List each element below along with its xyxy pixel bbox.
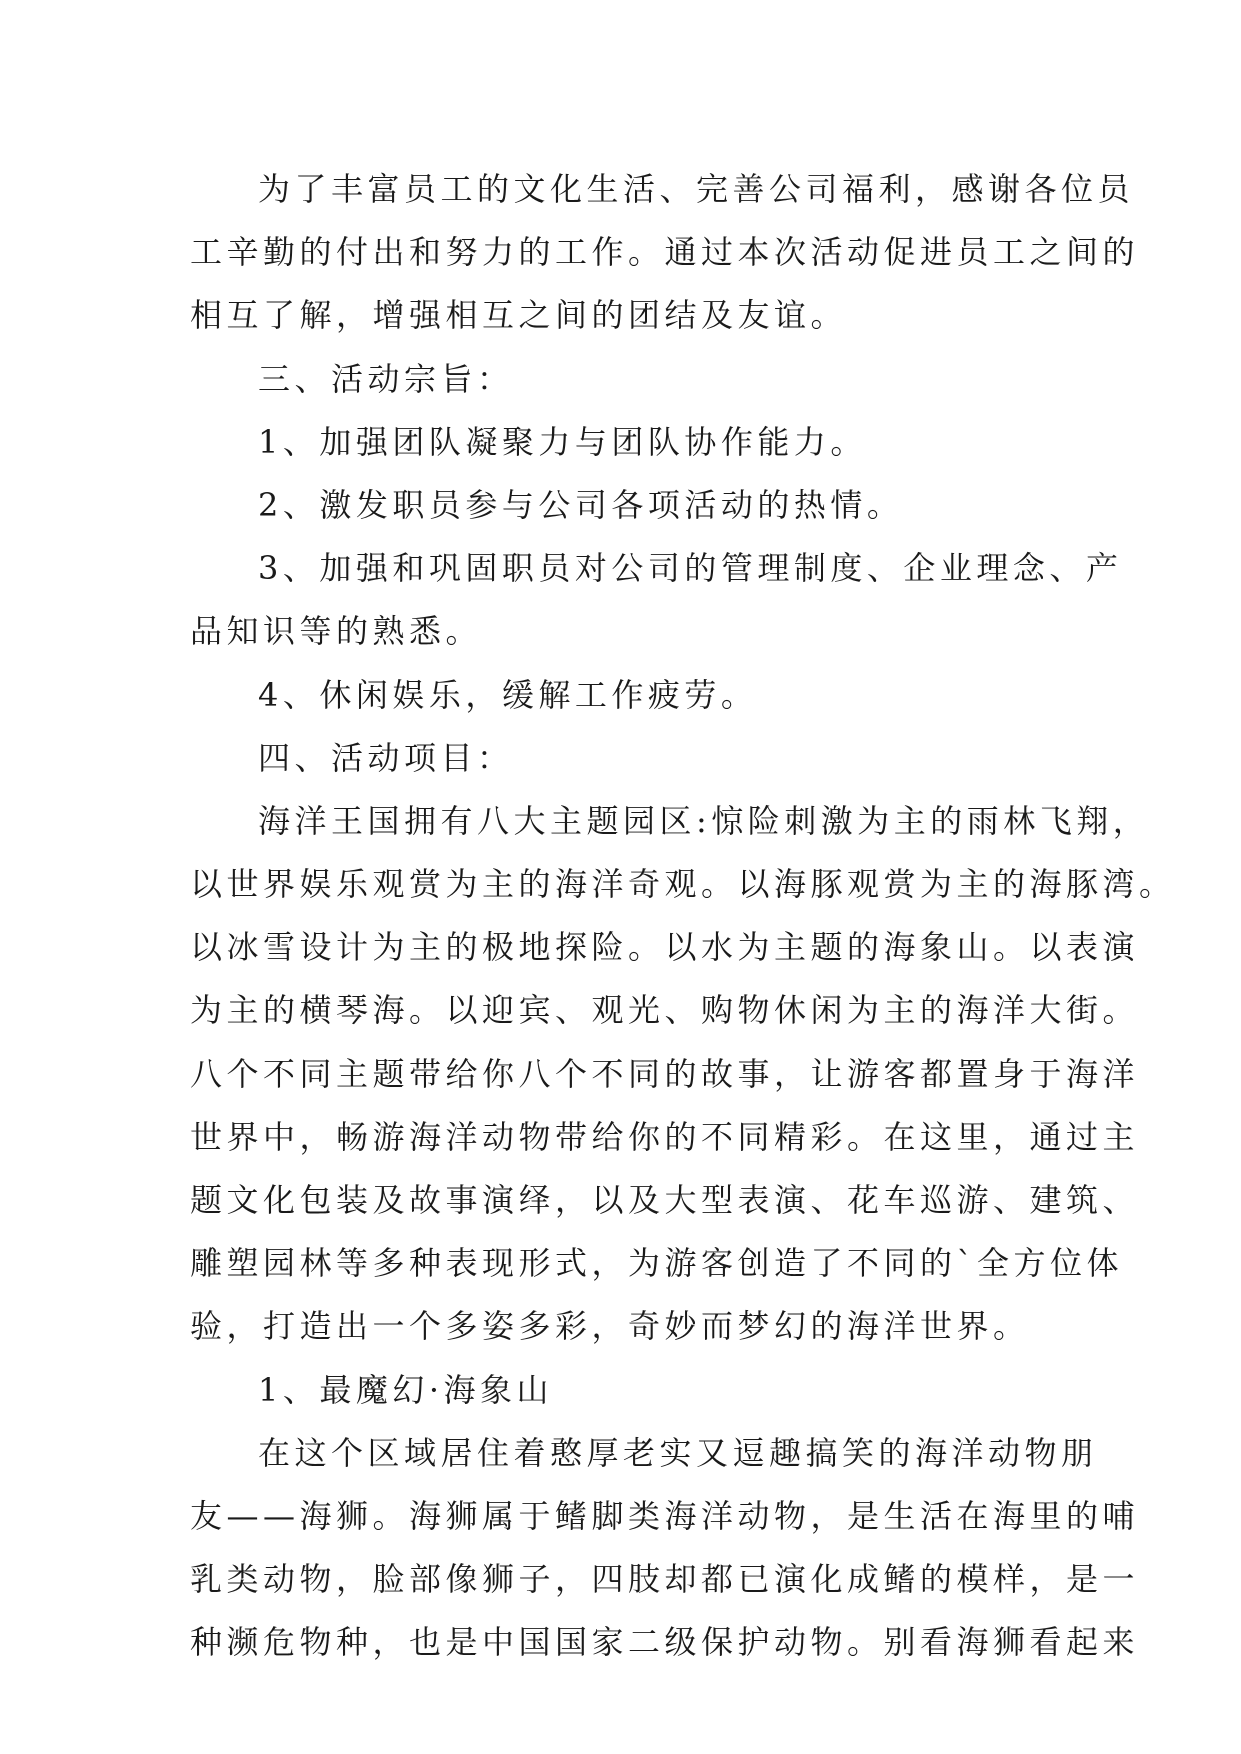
text-line: 相互了解，增强相互之间的团结及友谊。 bbox=[190, 296, 848, 335]
text-line: 为主的横琴海。以迎宾、观光、购物休闲为主的海洋大街。 bbox=[190, 991, 1140, 1030]
text-line: 雕塑园林等多种表现形式，为游客创造了不同的`全方位体 bbox=[190, 1244, 1124, 1283]
text-line: 三、活动宗旨： bbox=[258, 359, 514, 398]
text-line: 在这个区域居住着憨厚老实又逗趣搞笑的海洋动物朋 bbox=[258, 1433, 1098, 1472]
text-line: 种濒危物种，也是中国国家二级保护动物。别看海狮看起来 bbox=[190, 1623, 1140, 1662]
text-line: 2、激发职员参与公司各项活动的热情。 bbox=[258, 485, 904, 524]
text-line: 友——海狮。海狮属于鳍脚类海洋动物，是生活在海里的哺 bbox=[190, 1496, 1140, 1535]
text-line: 乳类动物，脸部像狮子，四肢却都已演化成鳍的模样，是一 bbox=[190, 1560, 1140, 1599]
document-body bbox=[190, 158, 1176, 1675]
text-line: 世界中，畅游海洋动物带给你的不同精彩。在这里，通过主 bbox=[190, 1117, 1140, 1156]
text-line: 以世界娱乐观赏为主的海洋奇观。以海豚观赏为主的海豚湾。 bbox=[190, 865, 1176, 904]
text-line: 工辛勤的付出和努力的工作。通过本次活动促进员工之间的 bbox=[190, 233, 1140, 272]
text-line: 为了丰富员工的文化生活、完善公司福利，感谢各位员 bbox=[258, 170, 1135, 208]
text-line: 4、休闲娱乐，缓解工作疲劳。 bbox=[258, 675, 758, 714]
text-line: 题文化包装及故事演绎，以及大型表演、花车巡游、建筑、 bbox=[190, 1181, 1140, 1219]
text-line: 1、最魔幻·海象山 bbox=[258, 1370, 554, 1409]
text-line: 3、加强和巩固职员对公司的管理制度、企业理念、产 bbox=[258, 549, 1123, 588]
text-line: 四、活动项目： bbox=[258, 738, 514, 777]
text-line: 以冰雪设计为主的极地探险。以水为主题的海象山。以表演 bbox=[190, 928, 1140, 967]
text-line: 1、加强团队凝聚力与团队协作能力。 bbox=[258, 422, 867, 461]
text-line: 品知识等的熟悉。 bbox=[190, 612, 483, 651]
text-line: 验，打造出一个多姿多彩，奇妙而梦幻的海洋世界。 bbox=[190, 1307, 1030, 1346]
text-line: 八个不同主题带给你八个不同的故事，让游客都置身于海洋 bbox=[190, 1054, 1140, 1093]
text-line: 海洋王国拥有八大主题园区:惊险刺激为主的雨林飞翔， bbox=[258, 801, 1150, 840]
